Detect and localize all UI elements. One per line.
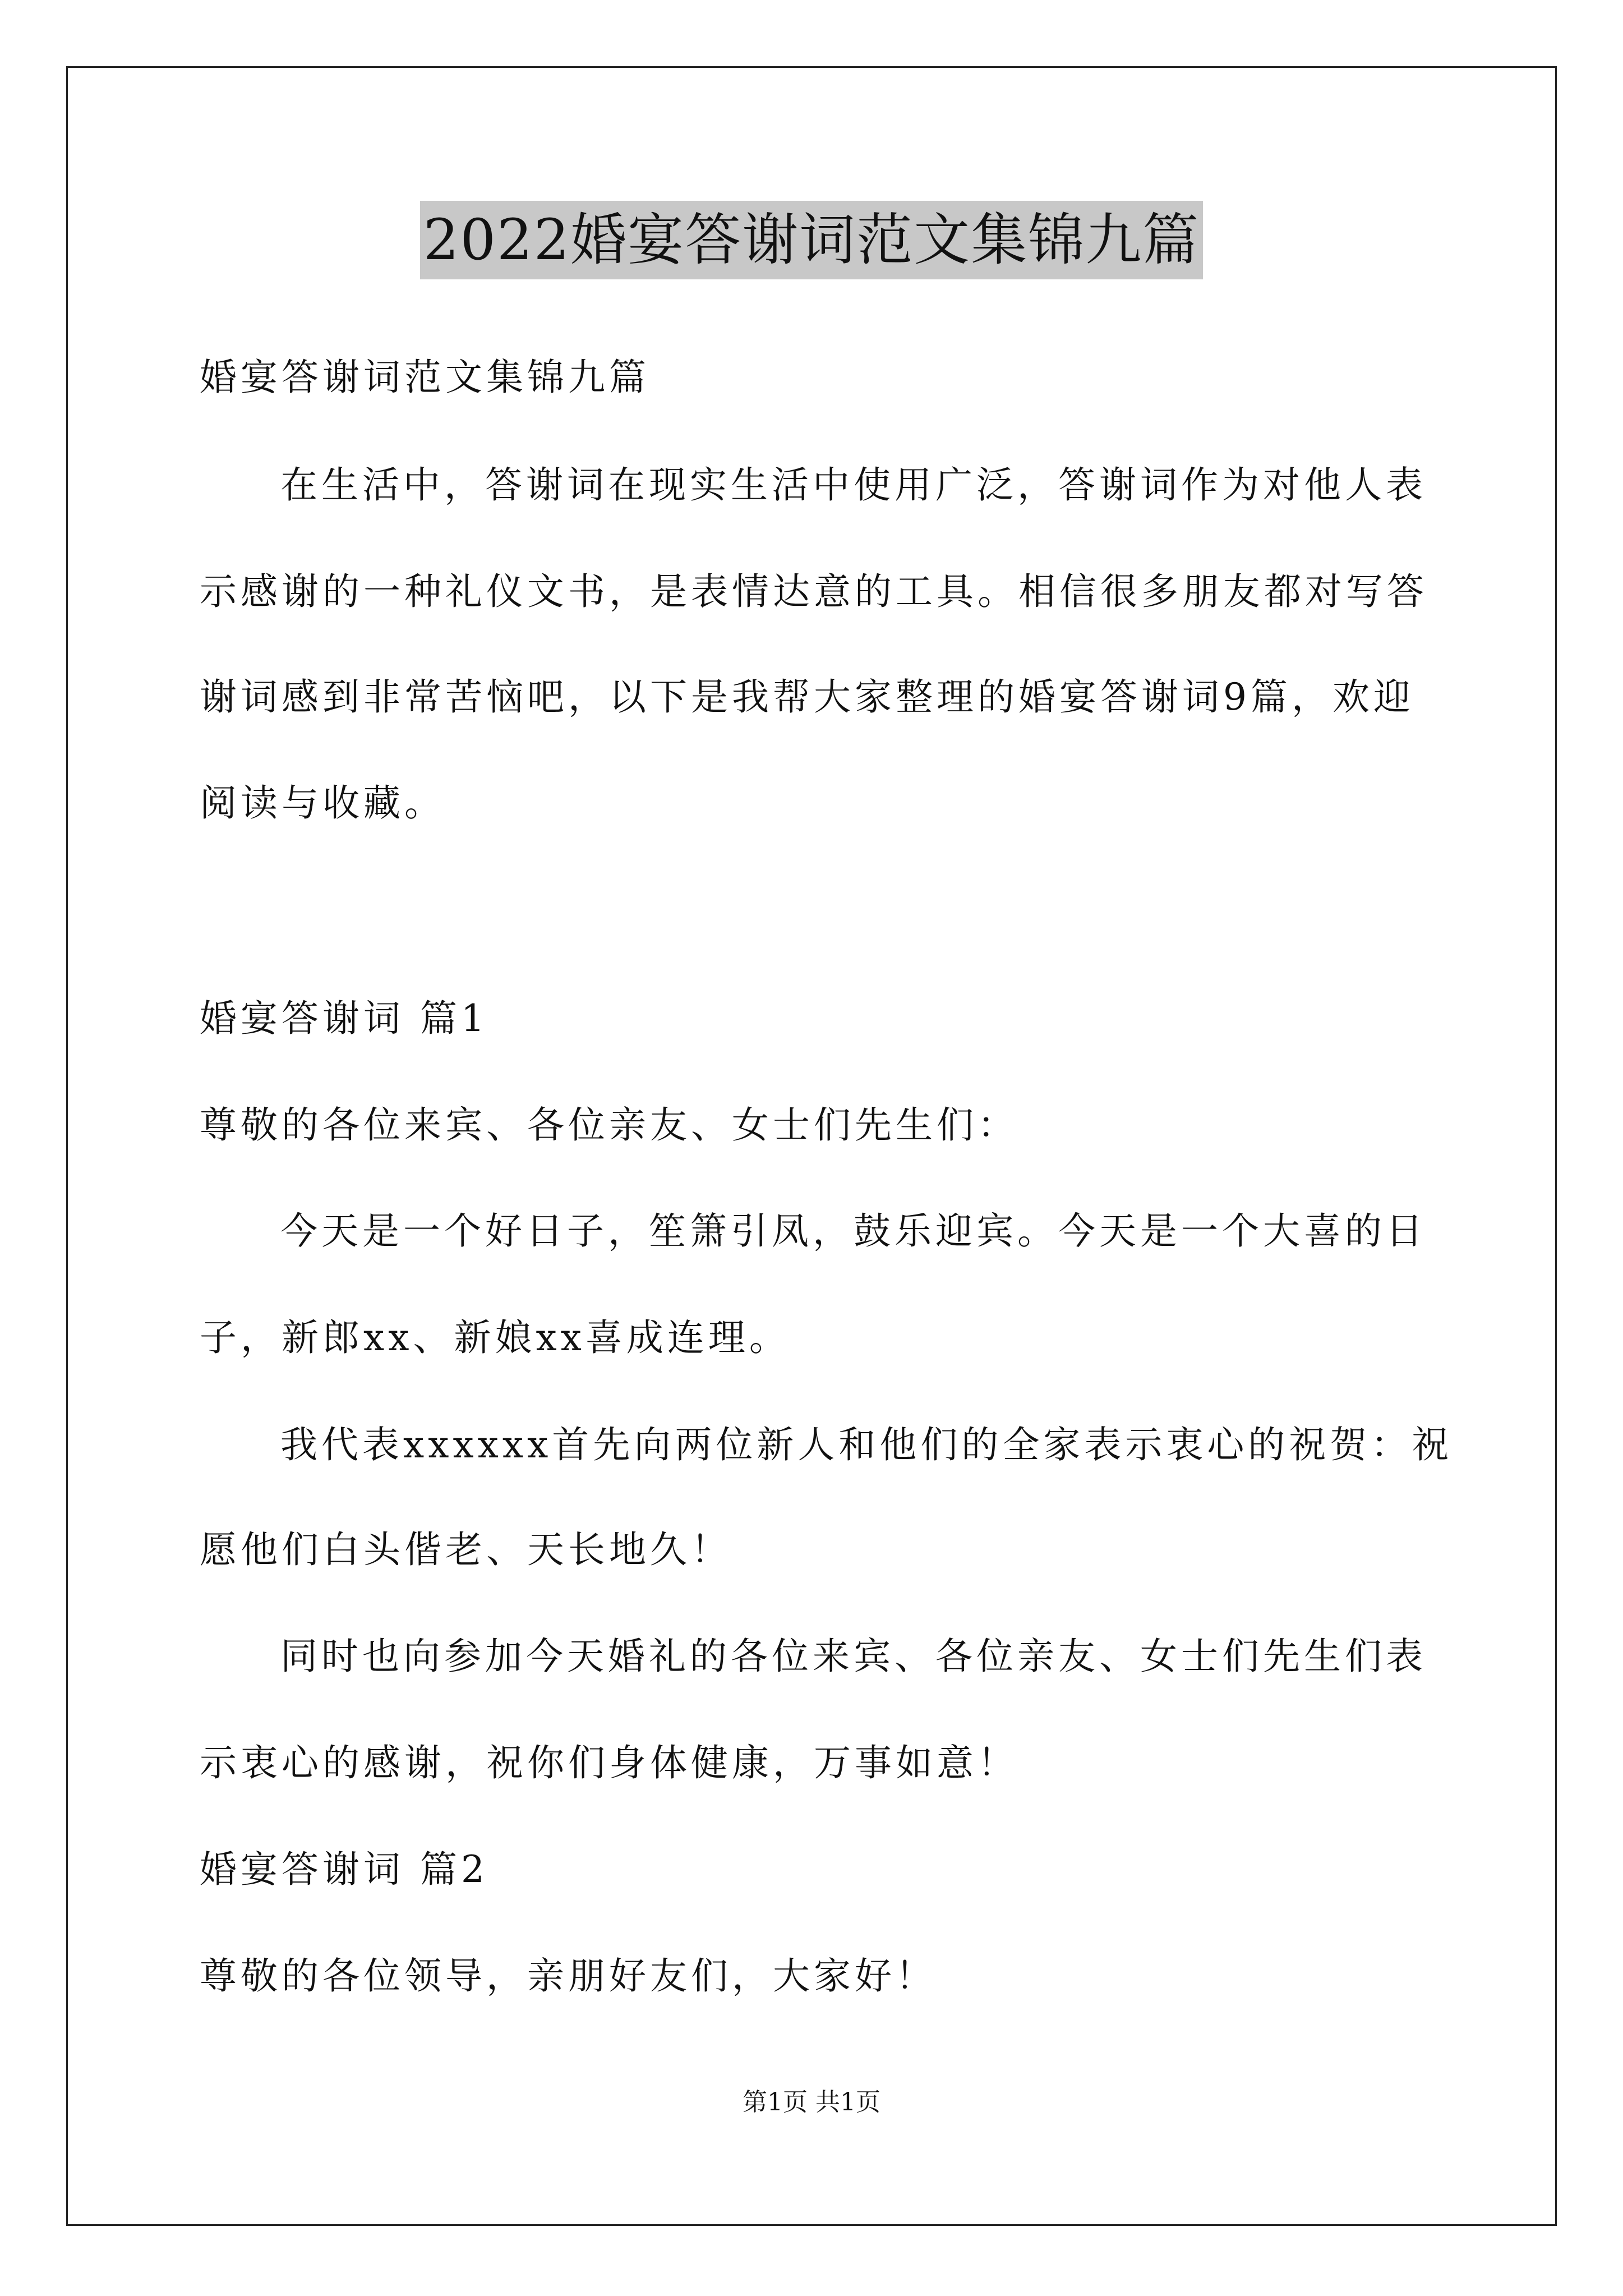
paragraph-line: 示衷心的感谢，祝你们身体健康，万事如意！ [200,1741,1018,1784]
paragraph-line: 子，新郎xx、新娘xx喜成连理。 [200,1316,790,1359]
section-heading: 婚宴答谢词 篇2 [200,1848,488,1891]
paragraph-line: 谢词感到非常苦恼吧，以下是我帮大家整理的婚宴答谢词9篇，欢迎 [200,675,1414,719]
paragraph-line: 在生活中，答谢词在现实生活中使用广泛，答谢词作为对他人表 [280,463,1427,507]
paragraph-line: 愿他们白头偕老、天长地久！ [200,1528,732,1571]
subtitle: 婚宴答谢词范文集锦九篇 [200,356,650,399]
paragraph-line: 同时也向参加今天婚礼的各位来宾、各位亲友、女士们先生们表 [280,1635,1427,1678]
salutation: 尊敬的各位来宾、各位亲友、女士们先生们： [200,1103,1018,1147]
paragraph-line: 我代表xxxxxx首先向两位新人和他们的全家表示衷心的祝贺：祝 [280,1423,1453,1466]
page-footer: 第1页 共1页 [743,2088,880,2116]
document-title: 2022婚宴答谢词范文集锦九篇 [420,201,1204,279]
section-heading: 婚宴答谢词 篇1 [200,997,488,1040]
paragraph-line: 今天是一个好日子，笙箫引凤，鼓乐迎宾。今天是一个大喜的日 [280,1209,1427,1253]
salutation: 尊敬的各位领导，亲朋好友们，大家好！ [200,1954,937,1998]
paragraph-line: 阅读与收藏。 [200,781,445,825]
title-container [0,201,1623,279]
paragraph-line: 示感谢的一种礼仪文书，是表情达意的工具。相信很多朋友都对写答 [200,570,1428,613]
